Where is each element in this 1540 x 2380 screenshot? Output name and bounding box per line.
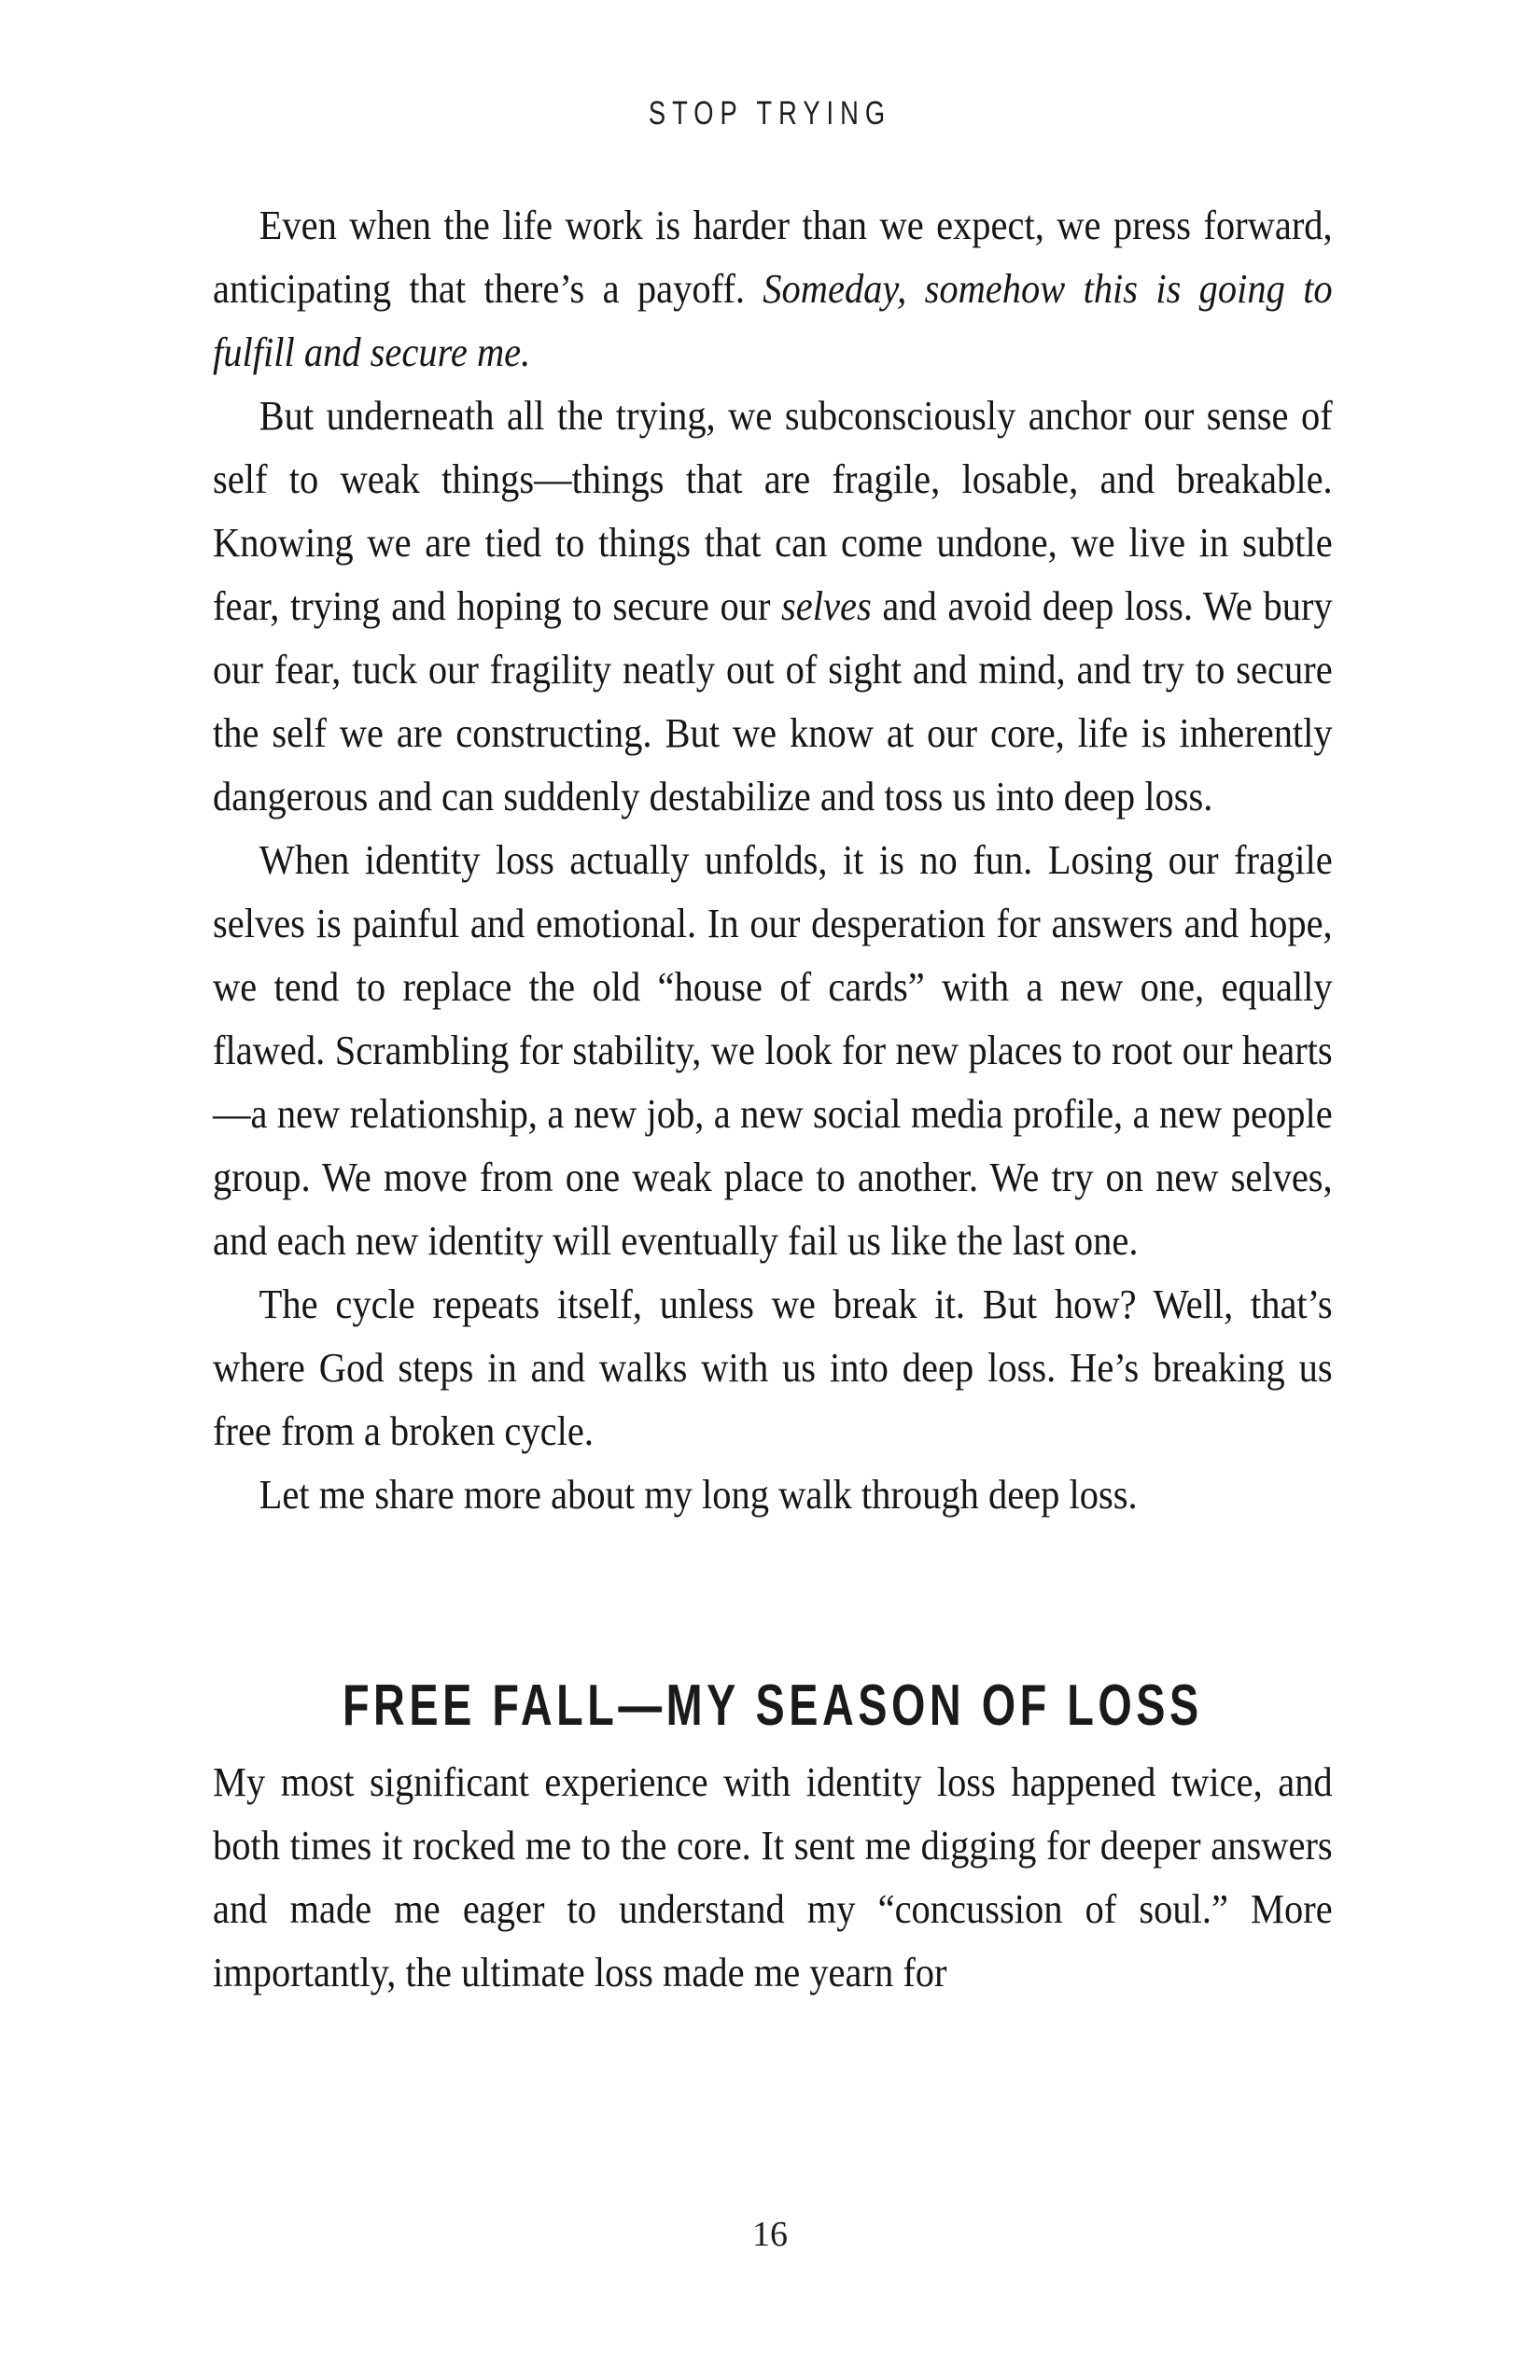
paragraph-group-after-heading: [213, 1751, 1333, 2005]
paragraph-group-before-heading: [213, 194, 1333, 1527]
text-run: But underneath all the trying, we subconsciously anchor our sense of self to weak things—things that are fragile, losable, and breakable. Knowing we are tied to things that can come undone, we live in subtle fear, trying and hoping to secure our: [213, 393, 1333, 629]
text-run: The cycle repeats itself, unless we break it. But how? Well, that’s where God steps in and walks with us into deep loss. He’s breaking us free from a broken cycle.: [213, 1281, 1333, 1454]
page-number: 16: [752, 2215, 788, 2254]
body-text: [213, 194, 1333, 2005]
paragraph: [213, 194, 1333, 385]
running-header: STOP TRYING: [648, 95, 892, 132]
text-run: Let me share more about my long walk through deep loss.: [259, 1472, 1138, 1518]
paragraph: [213, 1751, 1333, 2005]
text-run: My most significant experience with identity loss happened twice, and both times it rocked me to the core. It sent me digging for deeper answers and made me eager to understand my “concussion of soul.” More importantly, the ultimate loss made me yearn for: [213, 1759, 1333, 1995]
paragraph: [213, 1273, 1333, 1463]
text-run: and avoid deep loss. We bury our fear, tuck our fragility neatly out of sight and mind, and try to secure the self we are constructing. But we know at our core, life is inherently dangerous and can suddenly destabilize and toss us into deep loss.: [213, 583, 1333, 819]
text-run: Even when the life work is harder than we expect, we press forward, anticipating that there’s a payoff.: [213, 203, 1333, 312]
text-run: When identity loss actually unfolds, it is no fun. Losing our fragile selves is painful and emotional. In our desperation for answers and hope, we tend to replace the old “house of cards” with a new one, equally flawed. Scrambling for stability, we look for new places to root our hearts—a new relationship, a new job, a new social media profile, a new people group. We move from one weak place to another. We try on new selves, and each new identity will eventually fail us like the last one.: [213, 837, 1333, 1264]
paragraph: [213, 1463, 1333, 1527]
italic-text-run: selves: [781, 583, 872, 629]
paragraph: [213, 829, 1333, 1273]
italic-text-run: Someday, somehow this is going to fulfill and secure me.: [213, 266, 1333, 375]
section-heading: FREE FALL—MY SEASON OF LOSS: [342, 1673, 1203, 1738]
paragraph: [213, 385, 1333, 829]
